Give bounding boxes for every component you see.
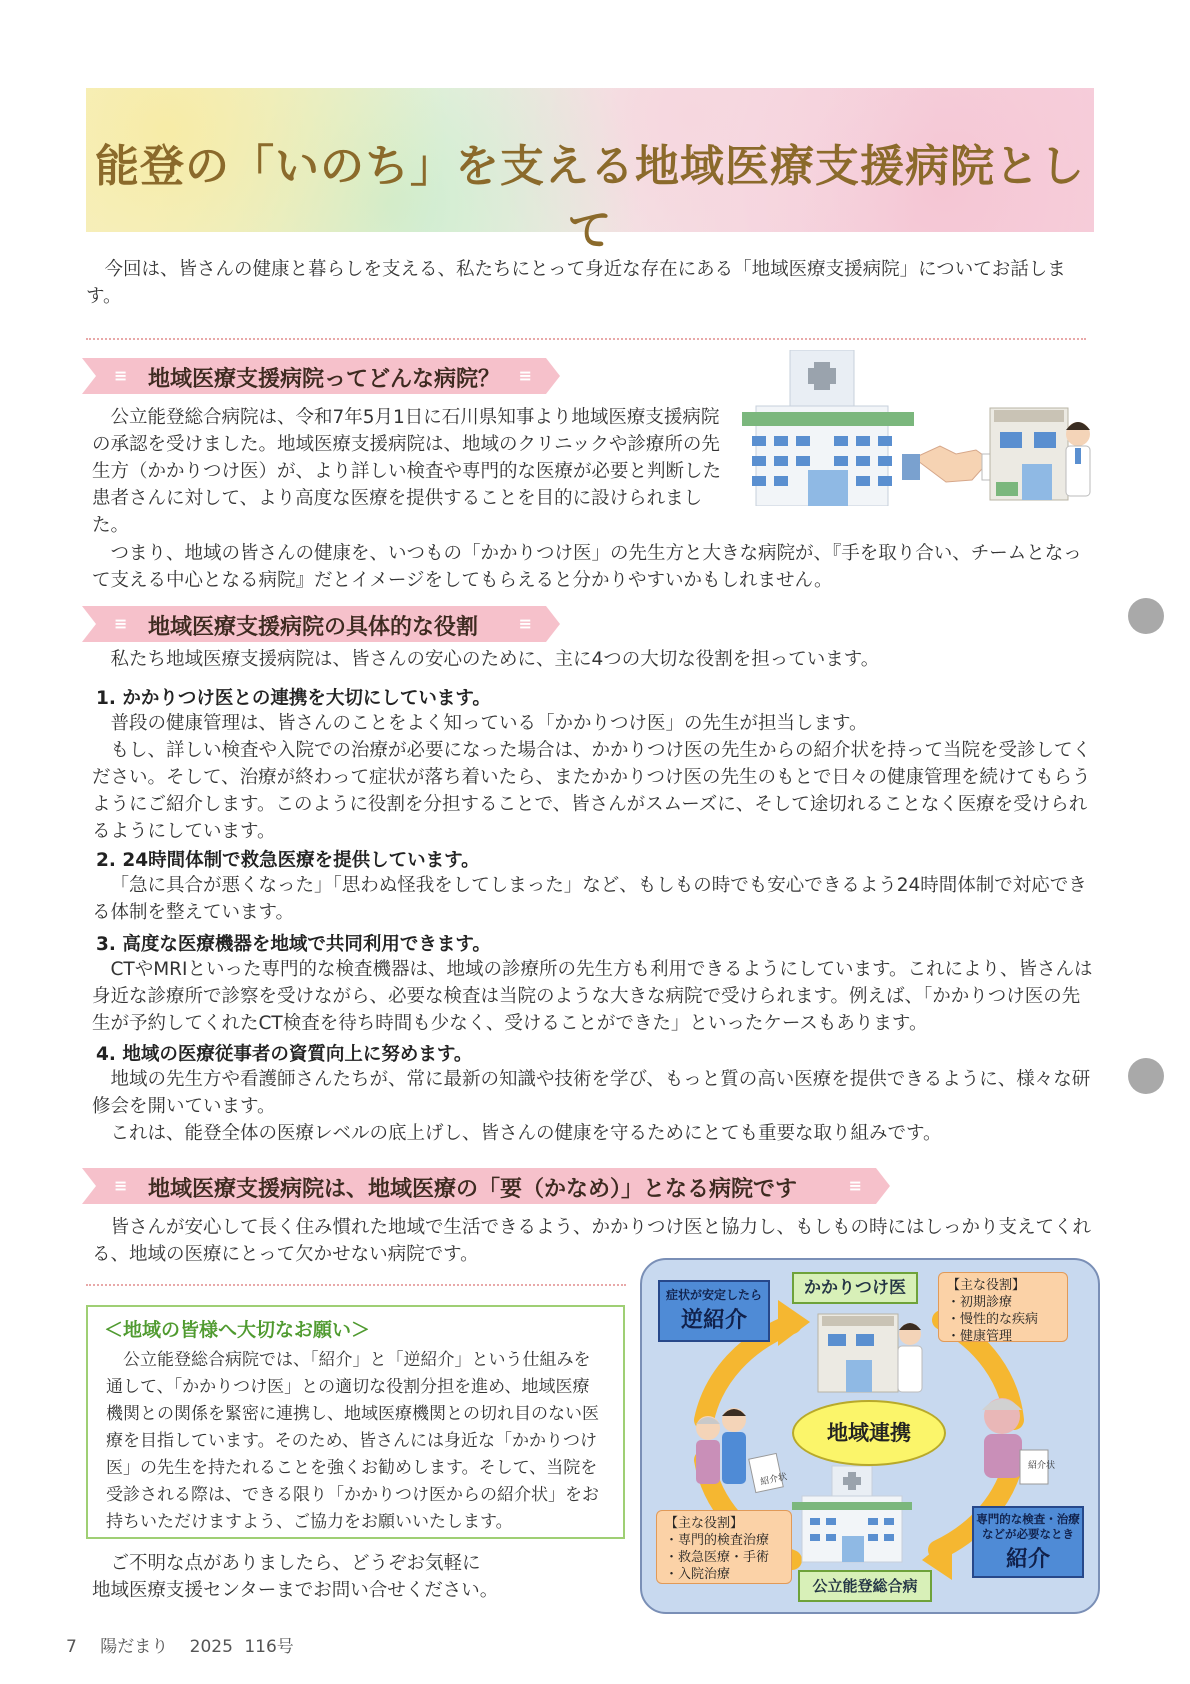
notice-title: ＜地域の皆様へ大切なお願い＞ [104,1319,371,1341]
hospital-illustration [792,1466,912,1562]
referral-condition: 専門的な検査・治療などが必要なとき [976,1512,1080,1541]
role-1-body [92,710,1094,845]
ribbon-mark-icon: ≡ [114,366,128,385]
notice-box [86,1305,625,1539]
regional-cooperation-diagram [640,1258,1100,1614]
referral-letter-label: 紹介状 [1028,1461,1056,1471]
role-3-body [92,956,1094,1037]
arrow-head-icon [778,1300,810,1346]
intro-paragraph: 今回は、皆さんの健康と暮らしを支える、私たちにとって身近な存在にある「地域医療支援病院」についてお話します。 [86,259,1066,307]
role-2-title: 2. 24時間体制で救急医療を提供しています。 [96,850,480,871]
hospital-roles [656,1510,792,1584]
section2-lead [92,646,1094,673]
section2-lead-text: 私たち地域医療支援病院は、皆さんの安心のために、主に4つの大切な役割を担っています。 [110,649,880,670]
reverse-referral-condition: 症状が安定したら [665,1288,762,1302]
role-1-paragraph-2: もし、詳しい検査や入院での治療が必要になった場合は、かかりつけ医の先生からの紹介状を持って当院を受診してください。そして、治療が終わって症状が落ち着いたら、またかかりつけ医の先生のもとで日々の健康管理を続けてもらうようにご紹介します。このように役割を分担することで、皆さんがスムーズに、そして途切れることなく医療を受けられるようにしています。 [92,740,1092,842]
section1-heading: 地域医療支援病院ってどんな病院？ [148,366,501,392]
binder-hole-icon [1128,598,1164,634]
notice-body [106,1347,606,1536]
referral-label: 紹介 [1005,1547,1050,1572]
contact-line-1: ご不明な点がありましたら、どうぞお気軽に [110,1553,481,1574]
ribbon-mark-icon: ≡ [114,1176,128,1195]
role-4-title: 4. 地域の医療従事者の資質向上に努めます。 [96,1044,473,1065]
referral-letter-label: 紹介状 [759,1472,789,1488]
role-item: ・健康管理 [947,1329,1013,1344]
page-footer [66,1632,294,1657]
role-item: ・初期診療 [947,1295,1013,1310]
ribbon-mark-icon: ≡ [518,366,532,385]
title-banner [86,88,1094,256]
section1-paragraph-1: 公立能登総合病院は、令和7年5月1日に石川県知事より地域医療支援病院の承認を受けました。地域医療支援病院は、地域のクリニックや診療所の先生方（かかりつけ医）が、より詳しい検査や専門的な医療が必要と判断した患者さんに対して、より高度な医療を提供することを目的に設けられました。 [92,407,722,536]
section1-text-2 [92,540,1094,594]
ribbon-mark-icon: ≡ [114,614,128,633]
dotted-divider [86,1284,626,1286]
notice-paragraph: 公立能登総合病院では、「紹介」と「逆紹介」という仕組みを通して、「かかりつけ医」との適切な役割分担を進め、地域医療機関との関係を緊密に連携し、地域医療機関との切れ目のない医療を目指しています。そのため、皆さんには身近な「かかりつけ医」の先生を持たれることを強くお勧めします。そして、当院を受診される際は、できる限り「かかりつけ医からの紹介状」をお持ちいただけますよう、ご協力をお願いいたします。 [106,1350,599,1532]
patient-illustration [982,1398,1048,1484]
page-title: 能登の「いのち」を支える地域医療支援病院として [95,141,1085,256]
intro-text [86,256,1094,310]
role-2-body [92,872,1094,926]
ribbon-mark-icon: ≡ [518,614,532,633]
reverse-referral-label: 逆紹介 [680,1308,747,1333]
hospital-clinic-illustration [742,350,1094,506]
role-item: ・慢性的な疾病 [947,1312,1039,1327]
family-doctor-label: かかりつけ医 [792,1272,918,1304]
publication-year: 2025 [189,1637,233,1657]
role-4-body [92,1066,1094,1147]
role-item: ・救急医療・手術 [665,1550,770,1565]
role-3-paragraph: CTやMRIといった専門的な検査機器は、地域の診療所の先生方も利用できるようにしています。これにより、皆さんは身近な診療所で診察を受けながら、必要な検査は当院のような大きな病院で受けられます。例えば、「かかりつけ医の先生が予約してくれたCT検査を待ち時間も少なく、受けることができた」といったケースもあります。 [92,959,1093,1034]
role-item: ・入院治療 [665,1567,731,1582]
section1-ribbon [96,358,546,394]
section3-ribbon [96,1168,876,1204]
regional-cooperation-label: 地域連携 [792,1400,946,1466]
section1-text [92,404,730,539]
dotted-divider [86,338,1086,340]
binder-hole-icon [1128,1058,1164,1094]
reverse-referral-box [658,1280,770,1342]
section2-heading: 地域医療支援病院の具体的な役割 [148,614,479,640]
contact-line-2: 地域医療支援センターまでお問い合せください。 [92,1580,499,1601]
referral-box [972,1506,1084,1578]
role-4-paragraph-2: これは、能登全体の医療レベルの底上げし、皆さんの健康を守るためにとても重要な取り組みです。 [110,1123,942,1144]
hospital-label: 公立能登総合病 [798,1570,932,1602]
page-number: 7 [66,1637,77,1657]
ribbon-mark-icon: ≡ [848,1176,862,1195]
role-item: ・専門的検査治療 [665,1533,770,1548]
issue-number: 116号 [244,1637,294,1657]
family-doctor-roles [938,1272,1068,1342]
role-2-paragraph: 「急に具合が悪くなった」「思わぬ怪我をしてしまった」など、もしもの時でも安心できるよう24時間体制で対応できる体制を整えています。 [92,875,1087,923]
role-1-paragraph-1: 普段の健康管理は、皆さんのことをよく知っている「かかりつけ医」の先生が担当します。 [110,713,868,734]
contact-text [92,1550,632,1604]
role-3-title: 3. 高度な医療機器を地域で共同利用できます。 [96,934,491,955]
section1-paragraph-2: つまり、地域の皆さんの健康を、いつもの「かかりつけ医」の先生方と大きな病院が、『手を取り合い、チームとなって支える中心となる病院』だとイメージをしてもらえると分かりやすいかもしれません。 [92,543,1082,591]
publication-name: 陽だまり [100,1637,169,1657]
clinic-illustration [818,1314,922,1392]
section3-paragraph: 皆さんが安心して長く住み慣れた地域で生活できるよう、かかりつけ医と協力し、もしもの時にはしっかり支えてくれる、地域の医療にとって欠かせない病院です。 [92,1217,1092,1265]
roles-heading: 【主な役割】 [947,1278,1026,1293]
roles-heading: 【主な役割】 [665,1516,744,1531]
role-4-paragraph-1: 地域の先生方や看護師さんたちが、常に最新の知識や技術を学び、もっと質の高い医療を提供できるように、様々な研修会を開いています。 [92,1069,1091,1117]
section3-heading: 地域医療支援病院は、地域医療の「要（かなめ）」となる病院です [148,1176,798,1202]
section2-ribbon [96,606,546,642]
role-1-title: 1. かかりつけ医との連携を大切にしています。 [96,688,491,709]
